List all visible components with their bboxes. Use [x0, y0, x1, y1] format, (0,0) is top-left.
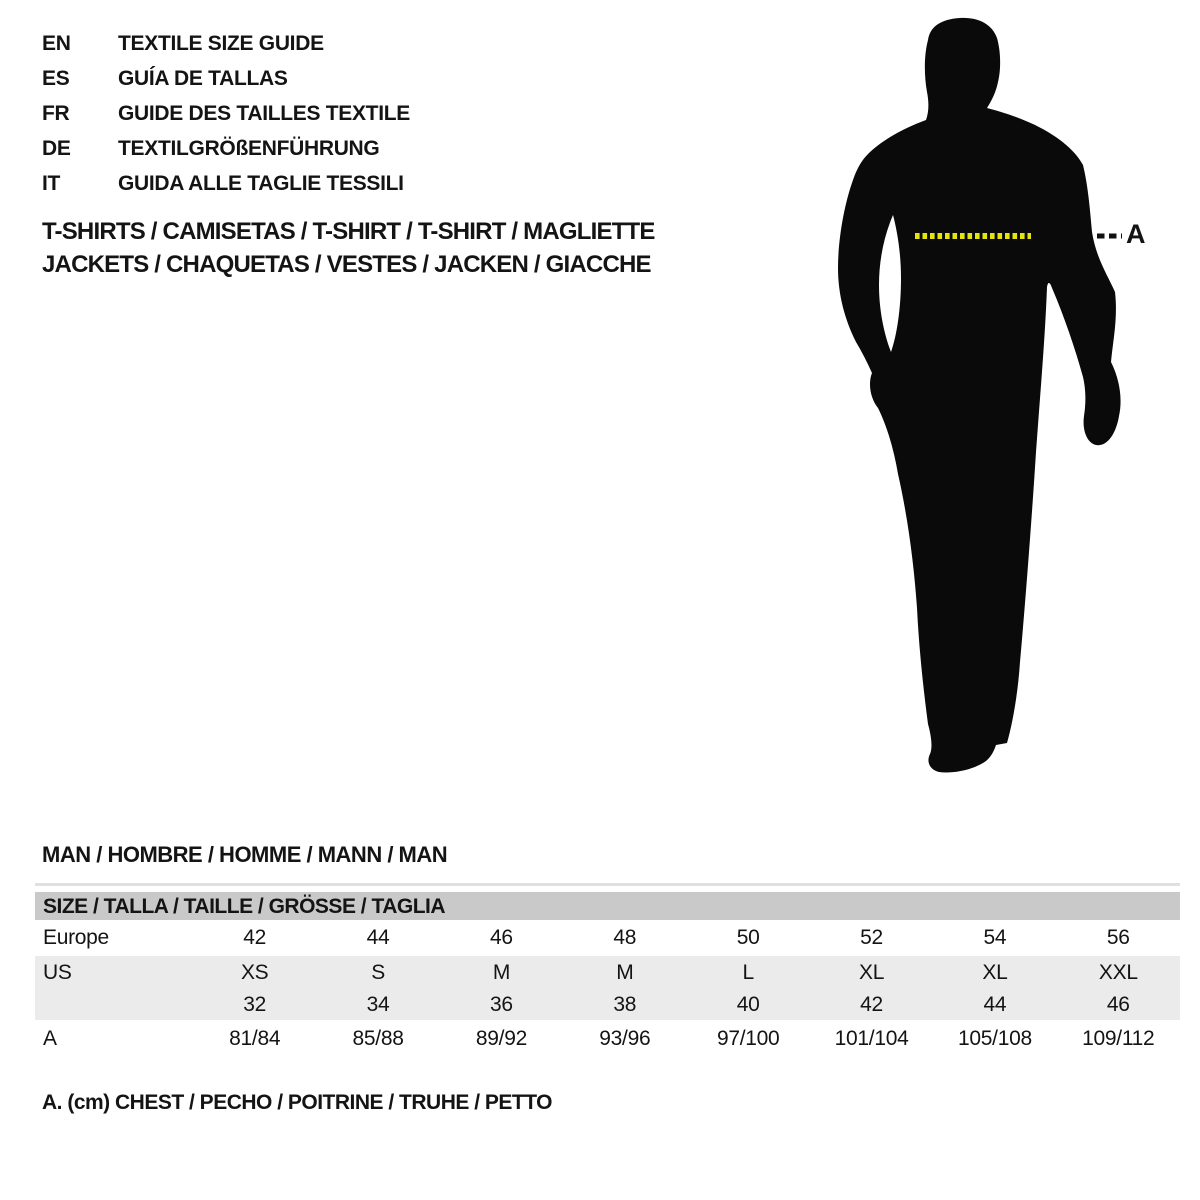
guide-title: TEXTILGRÖßENFÜHRUNG: [118, 137, 380, 160]
table-cell: 93/96: [599, 1027, 651, 1050]
table-cell: 81/84: [229, 1027, 281, 1050]
table-cell: 42: [243, 926, 267, 949]
language-code: DE: [42, 137, 71, 160]
table-cell: 36: [490, 993, 513, 1016]
table-cell: 85/88: [352, 1027, 404, 1050]
man-silhouette-shape: [838, 18, 1121, 773]
table-cell: 105/108: [958, 1027, 1032, 1050]
guide-title: TEXTILE SIZE GUIDE: [118, 32, 324, 55]
table-cell: 89/92: [475, 1027, 527, 1050]
list-item: [42, 96, 410, 131]
table-cell: XL: [982, 961, 1008, 984]
table-cell: M: [492, 961, 511, 984]
measure-label-a: A: [1126, 219, 1146, 249]
category-tshirts: T-SHIRTS / CAMISETAS / T-SHIRT / T-SHIRT / MAGLIETTE: [42, 218, 655, 245]
table-cell: 46: [1106, 993, 1130, 1016]
language-code: IT: [42, 172, 61, 195]
list-item: [42, 131, 410, 166]
table-cell: 44: [366, 926, 390, 949]
table-cell: 109/112: [1082, 1027, 1155, 1050]
table-row-chest: [35, 1020, 1180, 1058]
list-item: [42, 26, 410, 61]
divider-line: [35, 883, 1180, 886]
size-table-header: SIZE / TALLA / TAILLE / GRÖSSE / TAGLIA: [35, 892, 1180, 920]
table-cell: 48: [613, 926, 637, 949]
row-label: US: [43, 961, 72, 984]
guide-title: GUÍA DE TALLAS: [118, 67, 288, 90]
guide-title: GUIDA ALLE TAGLIE TESSILI: [118, 172, 404, 195]
table-cell: 56: [1106, 926, 1130, 949]
table-cell: 38: [613, 993, 637, 1016]
man-silhouette-svg: [820, 10, 1140, 790]
row-label: Europe: [43, 926, 109, 949]
language-code: EN: [42, 32, 71, 55]
measurement-footnote: A. (cm) CHEST / PECHO / POITRINE / TRUHE / PETTO: [42, 1091, 553, 1114]
table-cell: 52: [860, 926, 883, 949]
list-item: [42, 166, 410, 201]
table-cell: M: [616, 961, 634, 984]
table-row-us-letters: [35, 956, 1180, 990]
table-cell: 46: [490, 926, 513, 949]
section-title-man: MAN / HOMBRE / HOMME / MANN / MAN: [42, 842, 448, 867]
table-cell: 101/104: [834, 1027, 909, 1050]
table-cell: XXL: [1098, 961, 1138, 984]
man-silhouette-figure: [820, 10, 1140, 790]
table-cell: L: [742, 961, 754, 984]
table-cell: 32: [243, 993, 267, 1016]
table-cell: 40: [736, 993, 760, 1016]
size-table: [35, 892, 1180, 1058]
language-code: ES: [42, 67, 70, 90]
table-cell: 42: [860, 993, 883, 1016]
category-jackets: JACKETS / CHAQUETAS / VESTES / JACKEN / GIACCHE: [42, 251, 651, 278]
list-item: [42, 61, 410, 96]
row-label: A: [43, 1027, 57, 1050]
table-cell: 34: [366, 993, 390, 1016]
language-code: FR: [42, 102, 70, 125]
product-categories: [42, 215, 655, 281]
table-row-us-numbers: [35, 990, 1180, 1020]
table-cell: 50: [736, 926, 760, 949]
table-row-europe: [35, 920, 1180, 956]
table-cell: XL: [859, 961, 885, 984]
table-cell: XS: [240, 961, 269, 984]
table-cell: 44: [983, 993, 1007, 1016]
guide-title: GUIDE DES TAILLES TEXTILE: [118, 102, 410, 125]
language-title-list: [42, 26, 410, 201]
table-cell: 97/100: [716, 1027, 780, 1050]
table-cell: 54: [983, 926, 1007, 949]
table-cell: S: [371, 961, 385, 984]
